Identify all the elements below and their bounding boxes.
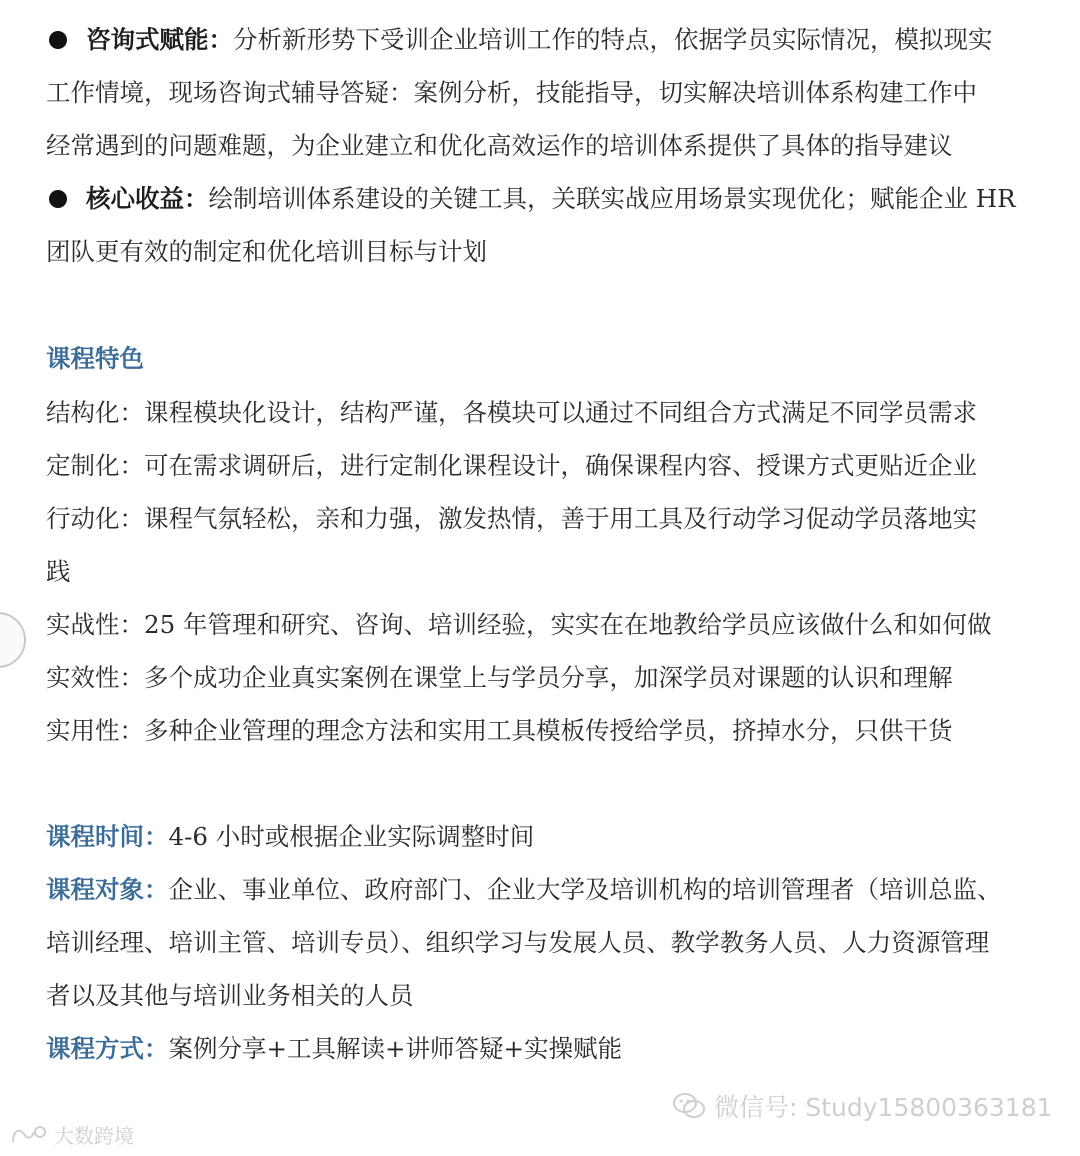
- course-method-value: 案例分享+工具解读+讲师答疑+实操赋能: [168, 1034, 623, 1063]
- feature-item: 定制化：可在需求调研后，进行定制化课程设计，确保课程内容、授课方式更贴近企业: [46, 451, 977, 480]
- course-method: [46, 1031, 622, 1067]
- brand-text: 大数跨境: [54, 1124, 134, 1148]
- bullet-benefit-line-2: 团队更有效的制定和优化培训目标与计划: [46, 237, 487, 266]
- features-heading: 课程特色: [46, 344, 144, 373]
- feature-item: 践: [46, 557, 71, 586]
- course-audience-line-1: 课程对象：企业、事业单位、政府部门、企业大学及培训机构的培训管理者（培训总监、: [46, 875, 1002, 904]
- bullet-dot: [46, 28, 70, 52]
- course-audience-line-2: 培训经理、培训主管、培训专员）、组织学习与发展人员、教学教务人员、人力资源管理: [46, 928, 990, 957]
- course-time-label: 课程时间：: [46, 822, 169, 851]
- bullet-consulting-line-1: 咨询式赋能：分析新形势下受训企业培训工作的特点，依据学员实际情况，模拟现实: [86, 25, 993, 54]
- course-method-label: 课程方式：: [46, 1034, 169, 1063]
- feature-item: 实用性：多种企业管理的理念方法和实用工具模板传授给学员，挤掉水分，只供干货: [46, 716, 953, 745]
- course-time-value: 4-6 小时或根据企业实际调整时间: [168, 822, 535, 851]
- bullet-consulting-line-2: 工作情境，现场咨询式辅导答疑：案例分析，技能指导，切实解决培训体系构建工作中: [46, 78, 977, 107]
- bullet-consulting-line-3: 经常遇到的问题难题，为企业建立和优化高效运作的培训体系提供了具体的指导建议: [46, 131, 953, 160]
- bullet-consulting-title: 咨询式赋能: [86, 25, 209, 54]
- bullet-benefit-line-1: 核心收益：绘制培训体系建设的关键工具，关联实战应用场景实现优化；赋能企业 HR: [86, 184, 1016, 213]
- bullet-benefit-title: 核心收益: [86, 184, 184, 213]
- brand-watermark: [10, 1120, 134, 1149]
- wechat-id-text: 微信号: Study15800363181: [714, 1093, 1053, 1122]
- course-time: [46, 819, 534, 855]
- course-audience-line-3: 者以及其他与培训业务相关的人员: [46, 981, 414, 1010]
- feature-item: 行动化：课程气氛轻松，亲和力强，激发热情，善于用工具及行动学习促动学员落地实: [46, 504, 977, 533]
- feature-item: 结构化：课程模块化设计，结构严谨，各模块可以通过不同组合方式满足不同学员需求: [46, 398, 977, 427]
- side-drawer-handle[interactable]: [0, 612, 26, 668]
- wechat-watermark: [672, 1088, 1053, 1124]
- feature-item: 实效性：多个成功企业真实案例在课堂上与学员分享，加深学员对课题的认识和理解: [46, 663, 953, 692]
- course-audience-label: 课程对象：: [46, 875, 169, 904]
- brand-logo-icon: [10, 1124, 50, 1146]
- bullet-dot: [46, 187, 70, 211]
- feature-item: 实战性：25 年管理和研究、咨询、培训经验，实实在在地教给学员应该做什么和如何做: [46, 610, 992, 639]
- wechat-icon: [672, 1092, 706, 1120]
